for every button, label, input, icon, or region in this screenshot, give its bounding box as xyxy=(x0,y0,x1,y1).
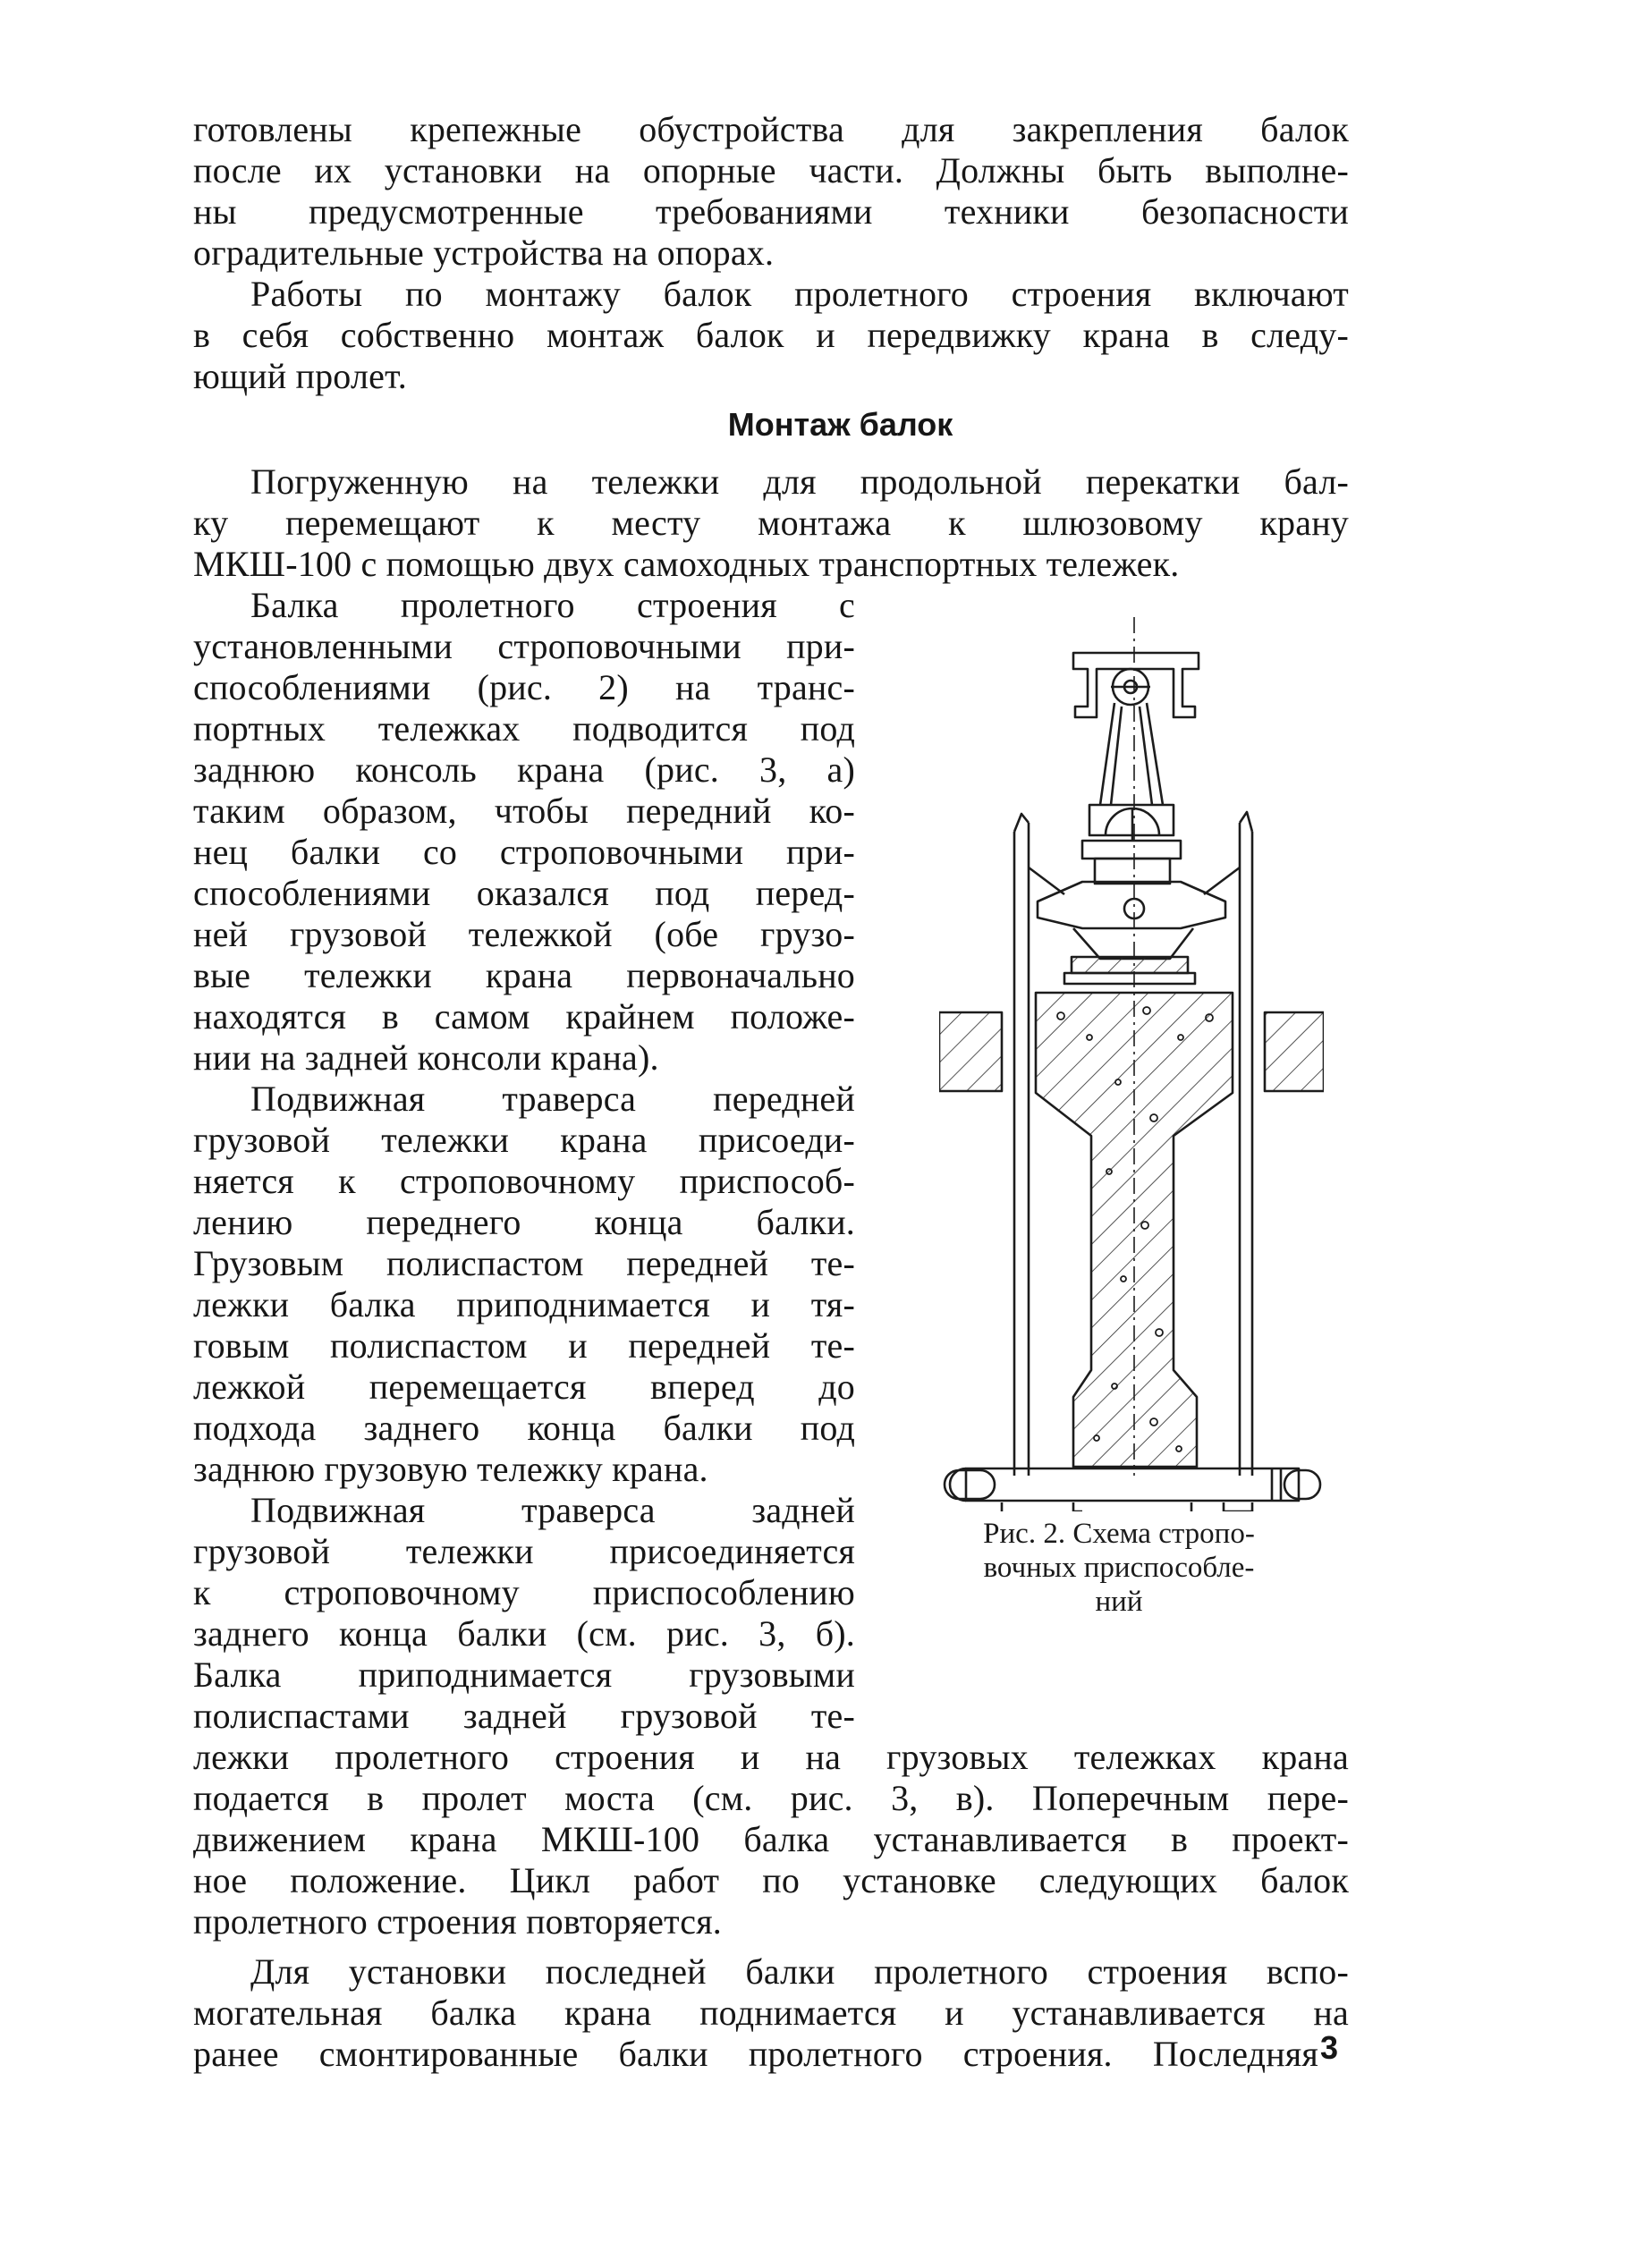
caption-line: вочных приспособле- xyxy=(983,1552,1255,1584)
section-heading: Монтаж балок xyxy=(727,406,953,443)
text-line: готовлены крепежные обустройства для закрепления балок xyxy=(193,109,1349,149)
text-line: Грузовым полиспастом передней те- xyxy=(193,1243,855,1283)
text-line: способлениями (рис. 2) на транс- xyxy=(193,667,855,707)
text-line: заднего конца балки (см. рис. 3, б). xyxy=(193,1613,855,1654)
text-line: ны предусмотренные требованиями техники безопасности xyxy=(193,191,1349,232)
text-line: таким образом, чтобы передний ко- xyxy=(193,791,855,831)
text-line: движением крана МКШ-100 балка устанавливается в проект- xyxy=(193,1819,1349,1859)
text-line: лежки балка приподнимается и тя- xyxy=(193,1284,855,1324)
figure-caption xyxy=(927,1517,1311,1619)
text-line: способлениями оказался под перед- xyxy=(193,873,855,913)
text-line: Балка пролетного строения с xyxy=(250,585,855,625)
text-line: Погруженную на тележки для продольной перекатки бал- xyxy=(250,461,1349,502)
text-line: ющий пролет. xyxy=(193,356,407,396)
text-line: грузовой тележки присоединяется xyxy=(193,1531,855,1571)
page-number: 3 xyxy=(1320,2029,1339,2066)
text-line: оградительные устройства на опорах. xyxy=(193,233,775,273)
text-line: подхода заднего конца балки под xyxy=(193,1408,855,1448)
text-line: заднюю грузовую тележку крана. xyxy=(193,1449,708,1489)
text-line: к строповочному приспособлению xyxy=(193,1572,855,1612)
text-line: лежкой перемещается вперед до xyxy=(193,1367,855,1407)
text-line: нец балки со строповочными при- xyxy=(193,832,855,872)
text-line: Подвижная траверса передней xyxy=(250,1079,855,1119)
text-line: грузовой тележки крана присоеди- xyxy=(193,1120,855,1160)
text-line: заднюю консоль крана (рис. 3, а) xyxy=(193,749,855,790)
caption-line: ний xyxy=(1095,1586,1143,1618)
text-line: няется к строповочному приспособ- xyxy=(193,1161,855,1201)
text-line: пролетного строения повторяется. xyxy=(193,1901,722,1942)
text-line: могательная балка крана поднимается и устанавливается на xyxy=(193,1993,1349,2033)
text-line: МКШ-100 с помощью двух самоходных транспортных тележек. xyxy=(193,544,1180,584)
text-line: подается в пролет моста (см. рис. 3, в). Поперечным пере- xyxy=(193,1778,1349,1818)
text-line: ней грузовой тележкой (обе грузо- xyxy=(193,914,855,954)
text-line: Подвижная траверса задней xyxy=(250,1490,855,1530)
text-line: установленными строповочными при- xyxy=(193,626,855,666)
text-line: находятся в самом крайнем положе- xyxy=(193,996,855,1037)
text-line: ку перемещают к месту монтажа к шлюзовому крану xyxy=(193,503,1349,543)
text-line: ное положение. Цикл работ по установке следующих балок xyxy=(193,1860,1349,1900)
text-line: ранее смонтированные балки пролетного строения. Последняя xyxy=(193,2034,1318,2074)
text-line: в себя собственно монтаж балок и передвижку крана в следу- xyxy=(193,315,1349,355)
text-line: полиспастами задней грузовой те- xyxy=(193,1696,855,1736)
slinging-device-diagram xyxy=(939,617,1324,1511)
text-line: нии на задней консоли крана). xyxy=(193,1037,659,1078)
text-line: вые тележки крана первоначально xyxy=(193,955,855,995)
text-line: после их установки на опорные части. Должны быть выполне- xyxy=(193,150,1349,190)
text-line: лению переднего конца балки. xyxy=(193,1202,855,1242)
text-line: Для установки последней балки пролетного строения вспо- xyxy=(250,1951,1349,1992)
text-line: Балка приподнимается грузовыми xyxy=(193,1654,855,1695)
text-line: портных тележках подводится под xyxy=(193,708,855,749)
caption-line: Рис. 2. Схема стропо- xyxy=(983,1518,1255,1550)
text-line: лежки пролетного строения и на грузовых тележках крана xyxy=(193,1737,1349,1777)
text-line: Работы по монтажу балок пролетного строения включают xyxy=(250,274,1349,314)
text-line: говым полиспастом и передней те- xyxy=(193,1325,855,1366)
